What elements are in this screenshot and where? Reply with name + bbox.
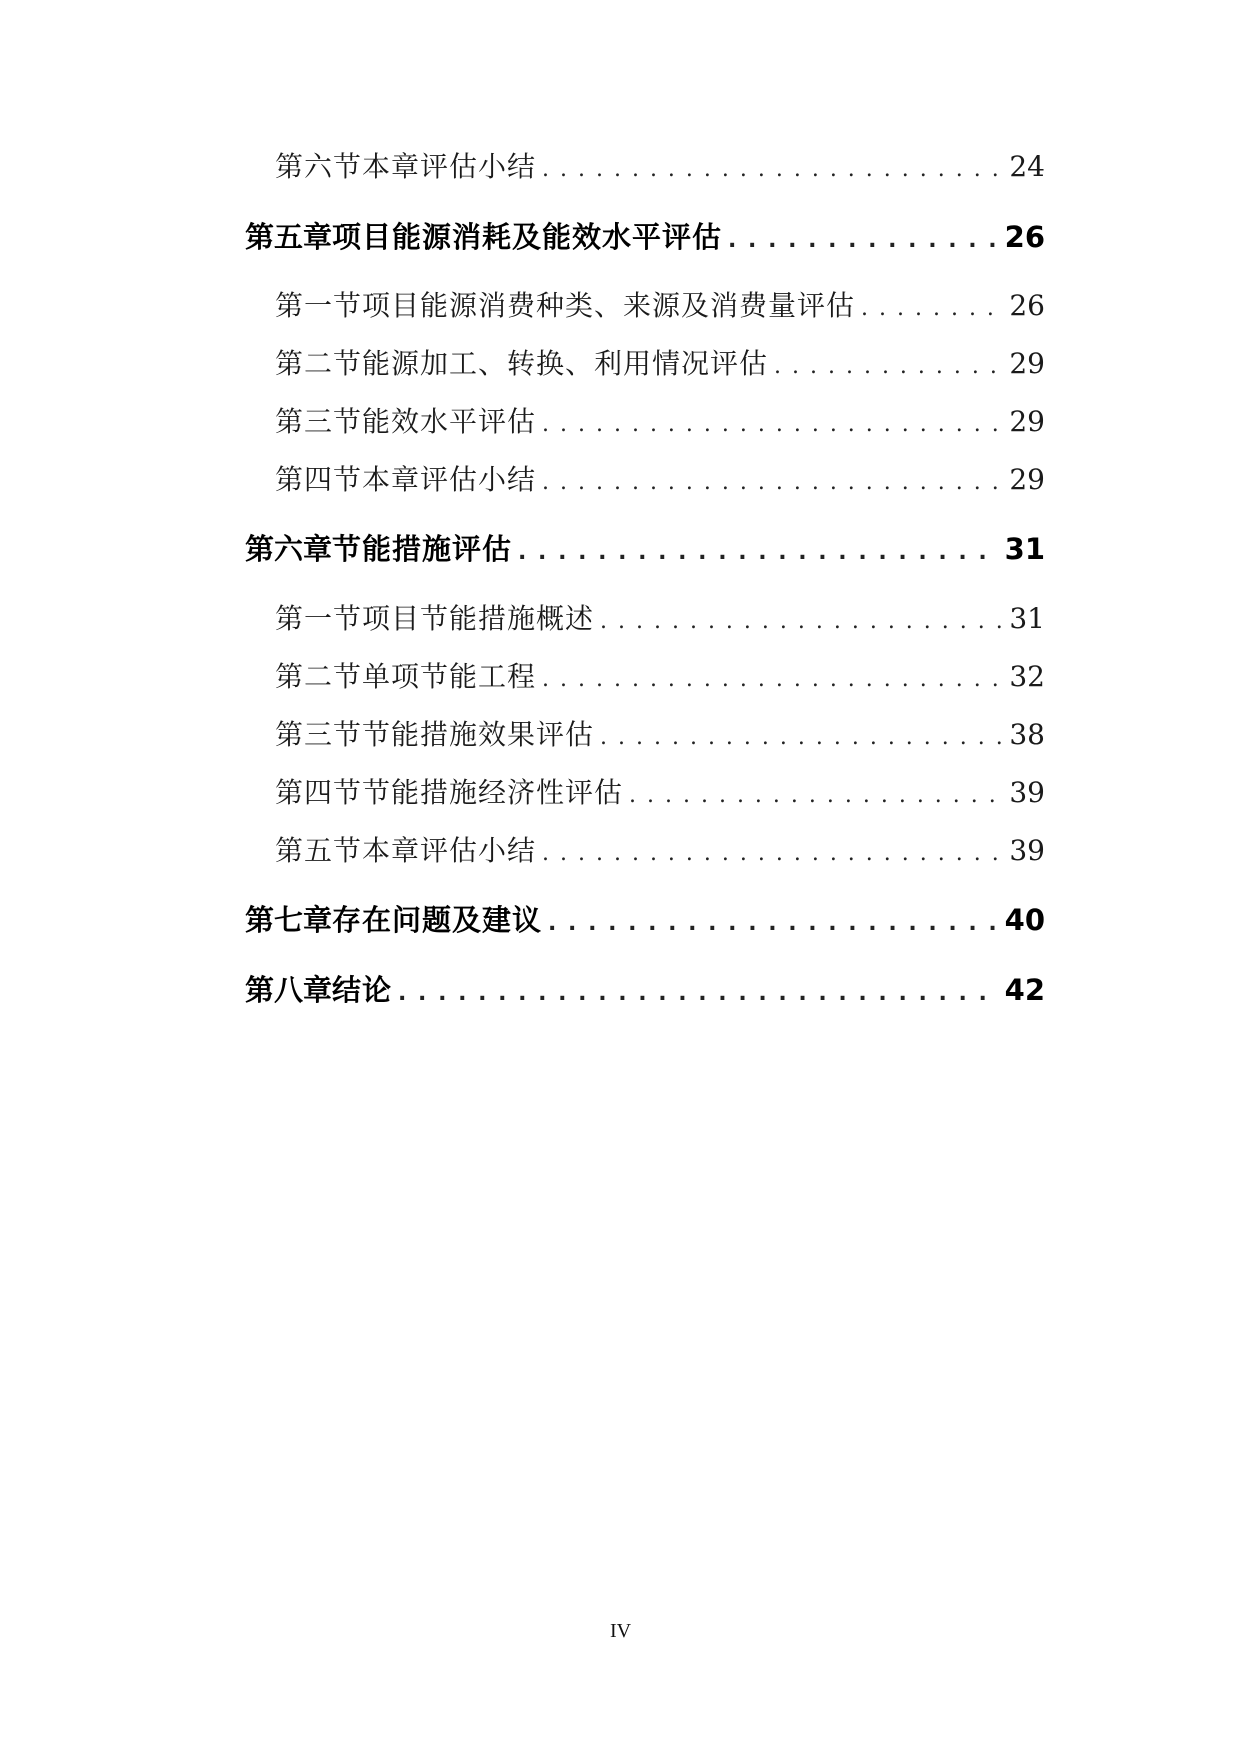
toc-entry[interactable] bbox=[245, 342, 1045, 382]
toc-entry-title: 存在问题及建议 bbox=[332, 903, 543, 937]
toc-entry-page: 32 bbox=[1009, 660, 1045, 693]
dot-leader bbox=[600, 609, 1003, 634]
toc-entry-page: 42 bbox=[1004, 973, 1045, 1007]
toc-entry-number: 第七章 bbox=[245, 903, 333, 937]
toc-entry-page: 26 bbox=[1004, 220, 1045, 254]
toc-entry[interactable] bbox=[245, 215, 1045, 256]
dot-leader bbox=[542, 841, 1003, 866]
toc-entry-number: 第六节 bbox=[275, 150, 363, 183]
toc-entry-title: 本章评估小结 bbox=[362, 150, 537, 183]
toc-entry-page: 38 bbox=[1009, 718, 1045, 751]
dot-leader bbox=[518, 540, 999, 565]
toc-entry-title: 项目节能措施概述 bbox=[362, 602, 595, 635]
toc-entry[interactable] bbox=[245, 713, 1045, 753]
toc-entry-page: 29 bbox=[1009, 405, 1045, 438]
toc-entry[interactable] bbox=[245, 898, 1045, 939]
toc-entry-page: 29 bbox=[1009, 463, 1045, 496]
toc-entry-number: 第一节 bbox=[275, 602, 363, 635]
dot-leader bbox=[600, 725, 1003, 750]
toc-entry[interactable] bbox=[245, 400, 1045, 440]
dot-leader bbox=[548, 911, 999, 936]
dot-leader bbox=[629, 783, 1003, 808]
toc-entry[interactable] bbox=[245, 655, 1045, 695]
dot-leader bbox=[542, 470, 1003, 495]
toc-entry-number: 第二节 bbox=[275, 660, 363, 693]
table-of-contents bbox=[245, 0, 1045, 1200]
toc-entry-title: 节能措施经济性评估 bbox=[362, 776, 624, 809]
toc-entry-page: 40 bbox=[1004, 903, 1045, 937]
dot-leader bbox=[542, 412, 1003, 437]
toc-entry-number: 第六章 bbox=[245, 532, 333, 566]
toc-entry-page: 31 bbox=[1004, 532, 1045, 566]
page-number: IV bbox=[609, 1620, 632, 1642]
toc-entry-number: 第五章 bbox=[245, 220, 333, 254]
toc-entry[interactable] bbox=[245, 968, 1045, 1009]
toc-entry[interactable] bbox=[245, 527, 1045, 568]
toc-entry[interactable] bbox=[245, 145, 1045, 185]
toc-entry-title: 能源加工、转换、利用情况评估 bbox=[362, 347, 769, 380]
toc-entry[interactable] bbox=[245, 597, 1045, 637]
toc-entry[interactable] bbox=[245, 829, 1045, 869]
dot-leader bbox=[398, 981, 999, 1006]
toc-entry-number: 第八章 bbox=[245, 973, 333, 1007]
dot-leader bbox=[728, 228, 999, 253]
toc-entry-title: 结论 bbox=[332, 973, 393, 1007]
toc-entry-number: 第一节 bbox=[275, 289, 363, 322]
toc-entry[interactable] bbox=[245, 458, 1045, 498]
toc-entry-page: 39 bbox=[1009, 834, 1045, 867]
toc-entry-number: 第二节 bbox=[275, 347, 363, 380]
toc-entry-page: 31 bbox=[1009, 602, 1045, 635]
toc-entry-number: 第三节 bbox=[275, 405, 363, 438]
toc-entry-number: 第四节 bbox=[275, 776, 363, 809]
toc-entry-title: 本章评估小结 bbox=[362, 834, 537, 867]
toc-entry-number: 第三节 bbox=[275, 718, 363, 751]
toc-entry-page: 29 bbox=[1009, 347, 1045, 380]
toc-entry-title: 项目能源消费种类、来源及消费量评估 bbox=[362, 289, 856, 322]
toc-entry-page: 26 bbox=[1009, 289, 1045, 322]
toc-entry-page: 39 bbox=[1009, 776, 1045, 809]
dot-leader bbox=[542, 667, 1003, 692]
toc-entry[interactable] bbox=[245, 284, 1045, 324]
dot-leader bbox=[861, 296, 1003, 321]
dot-leader bbox=[774, 354, 1003, 379]
toc-entry-title: 本章评估小结 bbox=[362, 463, 537, 496]
toc-entry[interactable] bbox=[245, 771, 1045, 811]
toc-entry-number: 第四节 bbox=[275, 463, 363, 496]
dot-leader bbox=[542, 157, 1003, 182]
toc-entry-page: 24 bbox=[1009, 150, 1045, 183]
toc-entry-title: 节能措施评估 bbox=[332, 532, 513, 566]
toc-entry-title: 能效水平评估 bbox=[362, 405, 537, 438]
toc-entry-title: 单项节能工程 bbox=[362, 660, 537, 693]
toc-entry-title: 项目能源消耗及能效水平评估 bbox=[332, 220, 723, 254]
toc-entry-title: 节能措施效果评估 bbox=[362, 718, 595, 751]
toc-entry-number: 第五节 bbox=[275, 834, 363, 867]
